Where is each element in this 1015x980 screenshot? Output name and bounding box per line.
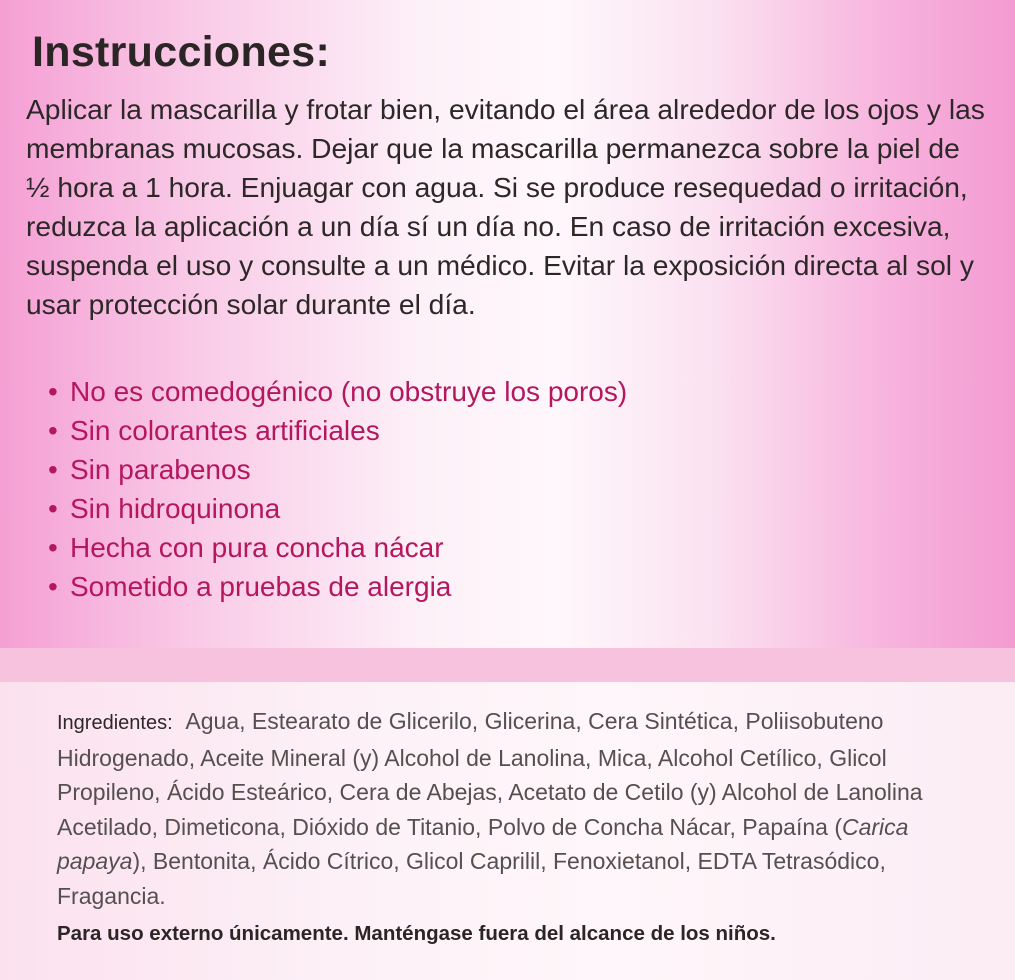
ingredients-italic-name: Carica papaya (57, 813, 909, 874)
bullet-icon: • (48, 493, 58, 524)
bullet-icon: • (48, 415, 58, 446)
feature-label: Sometido a pruebas de alergia (70, 571, 452, 602)
divider-band (0, 648, 1015, 682)
feature-item (48, 411, 627, 450)
usage-warning: Para uso externo únicamente. Manténgase fuera del alcance de los niños. (57, 922, 776, 945)
bullet-icon: • (48, 571, 58, 602)
ingredients-list-part-2: ), Bentonita, Ácido Cítrico, Glicol Caprilil, Fenoxietanol, EDTA Tetrasódico, Fragancia. (57, 848, 886, 909)
bullet-icon: • (48, 532, 58, 563)
feature-label: Hecha con pura concha nácar (70, 532, 444, 563)
bullet-icon: • (48, 454, 58, 485)
feature-item (48, 372, 627, 411)
feature-label: No es comedogénico (no obstruye los poros) (70, 376, 628, 407)
feature-item (48, 528, 627, 567)
ingredients-text (57, 704, 982, 913)
instructions-title: Instrucciones: (32, 28, 331, 76)
bullet-icon: • (48, 376, 58, 407)
feature-item (48, 489, 627, 528)
feature-label: Sin hidroquinona (70, 493, 281, 524)
ingredients-list-part-1: Agua, Estearato de Glicerilo, Glicerina, Cera Sintética, Poliisobuteno Hidrogenado, Aceite Mineral (y) Alcohol de Lanolina, Mica, Alcohol Cetílico, Glicol Propileno, Ácido Esteárico, Cera de Abejas, Acetato de Cetilo (y) Alcohol de Lanolina Acetilado, Dimeticona, Dióxido de Titanio, Polvo de Concha Nácar, Papaína ( (57, 708, 923, 840)
instructions-text: Aplicar la mascarilla y frotar bien, evitando el área alrededor de los ojos y las membranas mucosas. Dejar que la mascarilla permanezca sobre la piel de ½ hora a 1 hora. Enjuagar con agua. Si se produce resequedad o irritación, reduzca la aplicación a un día sí un día no. En caso de irritación excesiva, suspenda el uso y consulte a un médico. Evitar la exposición directa al sol y usar protección solar durante el día. (26, 93, 985, 320)
ingredients-label: Ingredientes: (57, 712, 173, 734)
features-list (48, 372, 627, 606)
feature-item (48, 567, 627, 606)
feature-item (48, 450, 627, 489)
feature-label: Sin colorantes artificiales (70, 415, 380, 446)
feature-label: Sin parabenos (70, 454, 251, 485)
